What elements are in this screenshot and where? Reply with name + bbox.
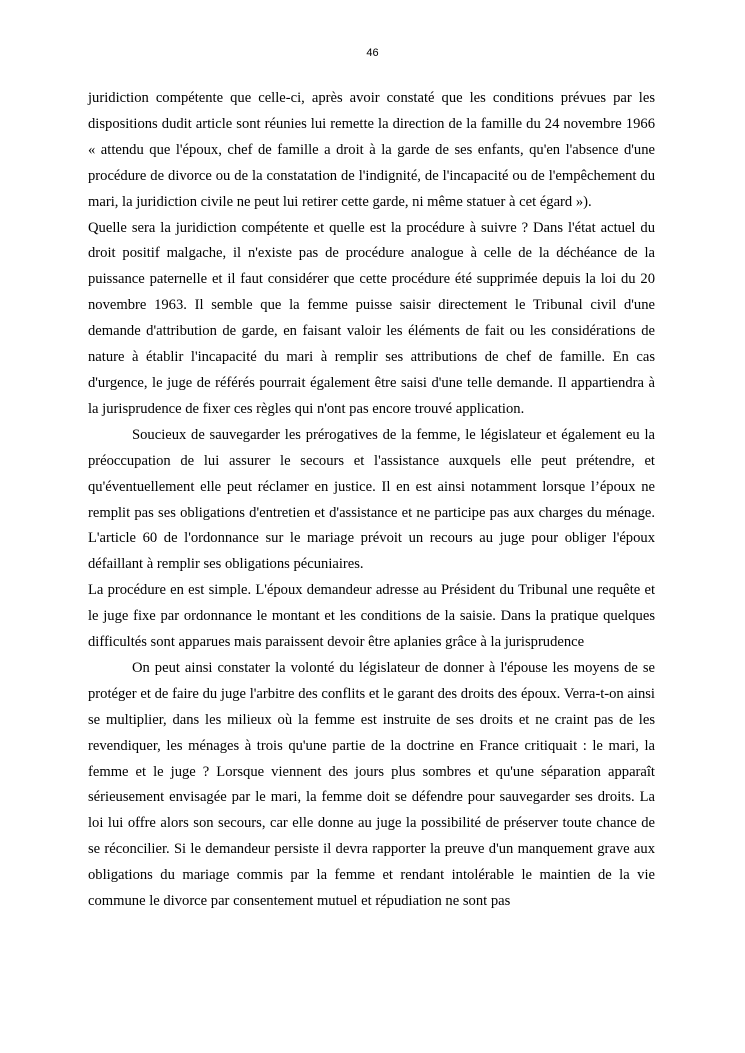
paragraph-4: La procédure en est simple. L'époux demandeur adresse au Président du Tribunal une requête et le juge fixe par ordonnance le montant et les conditions de la saisie. Dans la pratique quelques difficultés sont apparues mais paraissent devoir être aplanies grâce à la jurisprudence bbox=[88, 582, 655, 651]
paragraph-1: juridiction compétente que celle-ci, après avoir constaté que les conditions prévues par les dispositions dudit article sont réunies lui remette la direction de la famille du 24 novembre 1966 « attendu que l'époux, chef de famille a droit à la garde de ses enfants, qu'en l'absence d'une procédure de divorce ou de la constatation de l'indignité, de l'incapacité ou de l'empêchement du mari, la juridiction civile ne peut lui retirer cette garde, ni même statuer à cet égard »). bbox=[88, 90, 655, 210]
document-body bbox=[88, 86, 655, 915]
paragraph-2: Quelle sera la juridiction compétente et quelle est la procédure à suivre ? Dans l'état actuel du droit positif malgache, il n'existe pas de procédure analogue à celle de la déchéance de la puissance paternelle et il faut considérer que cette procédure été supprimée depuis la loi du 20 novembre 1963. Il semble que la femme puisse saisir directement le Tribunal civil d'une demande d'attribution de garde, en faisant valoir les éléments de fait ou les considérations de nature à établir l'incapacité du mari à remplir ses attributions de chef de famille. En cas d'urgence, le juge de référés pourrait également être saisi d'une telle demande. Il appartiendra à la jurisprudence de fixer ces règles qui n'ont pas encore trouvé application. bbox=[88, 219, 655, 417]
paragraph-5: On peut ainsi constater la volonté du législateur de donner à l'épouse les moyens de se protéger et de faire du juge l'arbitre des conflits et le garant des droits des époux. Verra-t-on ainsi se multiplier, dans les milieux où la femme est instruite de ses droits et ne craint pas de les revendiquer, les ménages à trois qu'une partie de la doctrine en France critiquait : le mari, la femme et le juge ? Lorsque viennent des jours plus sombres et qu'une séparation apparaît sérieusement envisagée par le mari, la femme doit se défendre pour sauvegarder ses droits. La loi lui offre alors son secours, car elle donne au juge la possibilité de préserver toute chance de se réconcilier. Si le demandeur persiste il devra rapporter la preuve d'un manquement grave aux obligations du mariage commis par la femme et rendant intolérable le maintien de la vie commune le divorce par consentement mutuel et répudiation ne sont pas bbox=[88, 659, 655, 910]
page-number: 46 bbox=[366, 47, 379, 59]
paragraph-3: Soucieux de sauvegarder les prérogatives de la femme, le législateur et également eu la préoccupation de lui assurer le secours et l'assistance auxquels elle peut prétendre, et qu'éventuellement elle peut réclamer en justice. Il en est ainsi notamment lorsque l’époux ne remplit pas ses obligations d'entretien et d'assistance et ne participe pas aux charges du ménage. L'article 60 de l'ordonnance sur le mariage prévoit un recours au juge pour obliger l'époux défaillant à remplir ses obligations pécuniaires. bbox=[88, 426, 655, 573]
